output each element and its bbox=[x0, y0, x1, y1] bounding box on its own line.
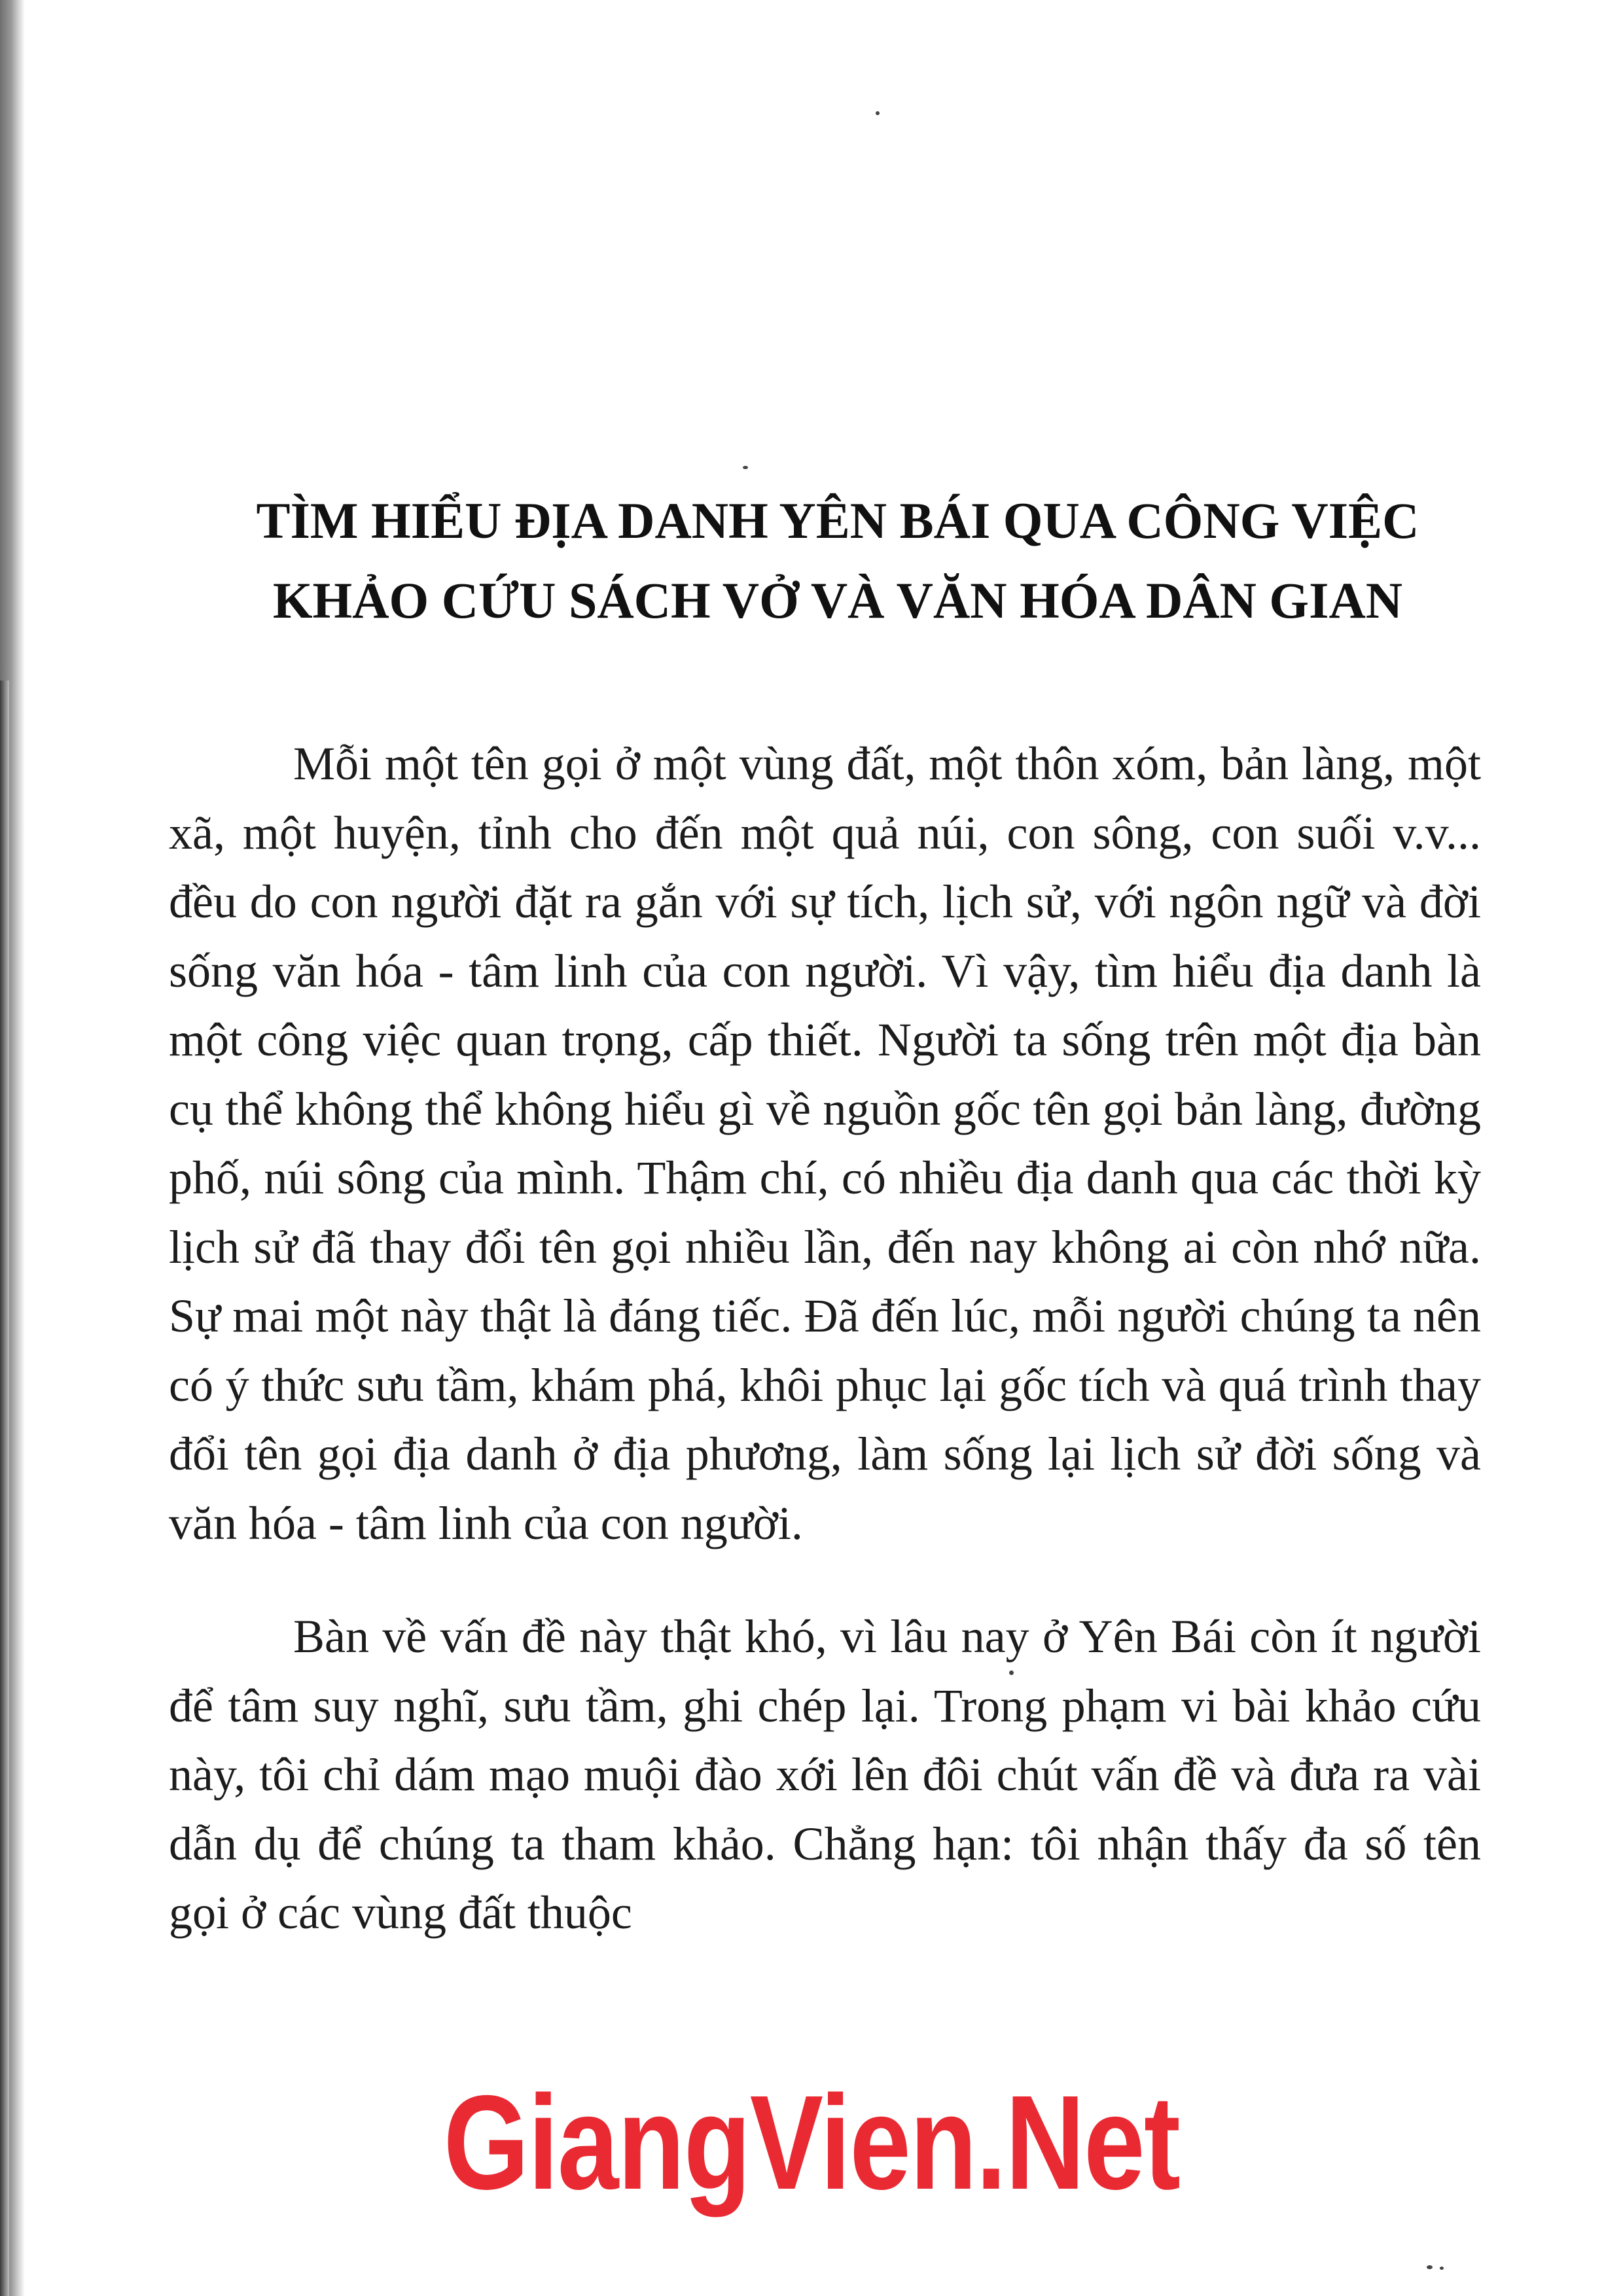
body-text bbox=[169, 730, 1481, 1948]
chapter-title-line-1: TÌM HIỂU ĐỊA DANH YÊN BÁI QUA CÔNG VIỆC bbox=[256, 492, 1419, 549]
paragraph-1: Mỗi một tên gọi ở một vùng đất, một thôn xóm, bản làng, một xã, một huyện, tỉnh cho đến một quả núi, con sông, con suối v.v... đều do con người đặt ra gắn với sự tích, lịch sử, với ngôn ngữ và đời sống văn hóa - tâm linh của con người. Vì vậy, tìm hiểu địa danh là một công việc quan trọng, cấp thiết. Người ta sống trên một địa bàn cụ thể không thể không hiểu gì về nguồn gốc tên gọi bản làng, đường phố, núi sông của mình. Thậm chí, có nhiều địa danh qua các thời kỳ lịch sử đã thay đổi tên gọi nhiều lần, đến nay không ai còn nhớ nữa. Sự mai một này thật là đáng tiếc. Đã đến lúc, mỗi người chúng ta nên có ý thức sưu tầm, khám phá, khôi phục lại gốc tích và quá trình thay đổi tên gọi địa danh ở địa phương, làm sống lại lịch sử đời sống và văn hóa - tâm linh của con người. bbox=[169, 737, 1481, 1549]
paragraph-2: Bàn về vấn đề này thật khó, vì lâu nay ở Yên Bái còn ít người để tâm suy nghĩ, sưu tầm, ghi chép lại. Trong phạm vi bài khảo cứu này, tôi chỉ dám mạo muội đào xới lên đôi chút vấn đề và đưa ra vài dẫn dụ để chúng ta tham khảo. Chẳng hạn: tôi nhận thấy đa số tên gọi ở các vùng đất thuộc bbox=[169, 1610, 1481, 1939]
scan-speck bbox=[876, 111, 880, 115]
scan-binding-shadow bbox=[0, 680, 9, 2296]
watermark-logo: GiangVien.Net bbox=[443, 2068, 1180, 2217]
scan-speck bbox=[1427, 2265, 1433, 2269]
chapter-title-line-2: KHẢO CỨU SÁCH VỞ VÀ VĂN HÓA DÂN GIAN bbox=[272, 572, 1403, 629]
chapter-title bbox=[196, 481, 1479, 641]
scan-speck bbox=[743, 466, 748, 469]
scan-speck bbox=[1440, 2267, 1444, 2270]
